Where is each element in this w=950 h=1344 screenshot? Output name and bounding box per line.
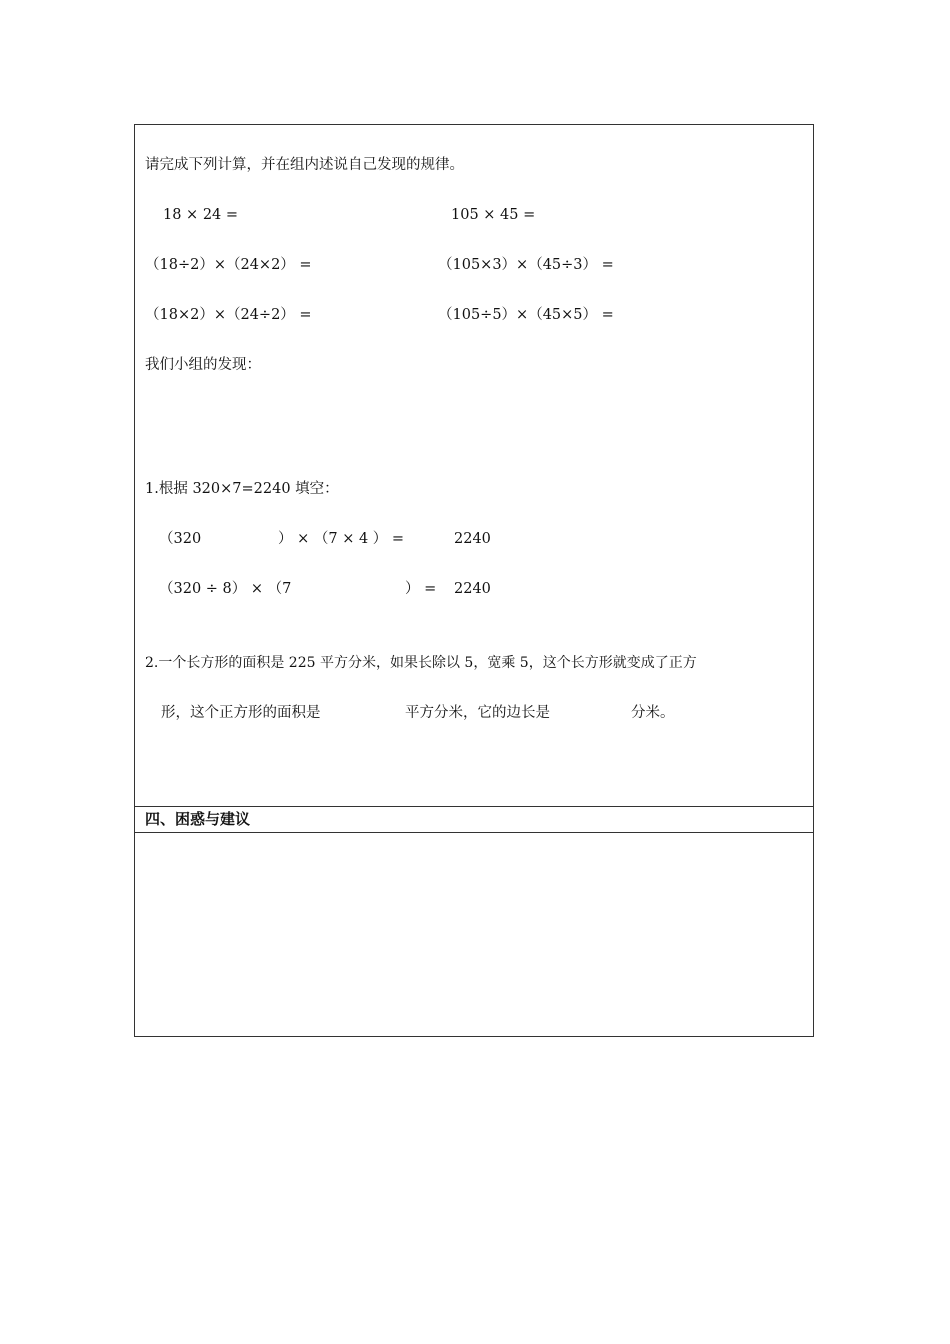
calc-left-1: 18 × 24 = [163, 207, 239, 223]
exercise1-row2-result: 2240 [454, 581, 491, 597]
exercise1-row2-open: （320 ÷ 8） × （7 [159, 581, 292, 597]
calc-left-3: （18×2）×（24÷2） = [145, 307, 312, 323]
exercise2-line2-c: 分米。 [631, 705, 675, 721]
worksheet-table [134, 124, 814, 1037]
section4-title: 四、困惑与建议 [135, 807, 813, 833]
exercise2-line2-a: 形，这个正方形的面积是 [161, 705, 321, 721]
exercise1-row2-close: ） = [405, 581, 437, 597]
exercise1-row1-rest: ） × （7 × 4 ） = [278, 531, 405, 547]
instruction-text: 请完成下列计算，并在组内述说自己发现的规律。 [145, 157, 464, 173]
exercise1-title: 1.根据 320×7=2240 填空： [145, 481, 339, 497]
finding-label: 我们小组的发现： [145, 357, 261, 373]
exercise-section [135, 125, 813, 807]
calc-right-3: （105÷5）×（45×5） = [438, 307, 614, 323]
exercise1-row1-open: （320 [159, 531, 202, 547]
exercise1-row1-result: 2240 [454, 531, 491, 547]
exercise2-line1: 2.一个长方形的面积是 225 平方分米，如果长除以 5，宽乘 5，这个长方形就变成了正方 [145, 655, 697, 671]
calc-left-2: （18÷2）×（24×2） = [145, 257, 312, 273]
exercise2-line2-b: 平方分米，它的边长是 [405, 705, 550, 721]
calc-right-1: 105 × 45 = [451, 207, 536, 223]
calc-right-2: （105×3）×（45÷3） = [438, 257, 614, 273]
section4-blank-area [135, 833, 813, 1037]
